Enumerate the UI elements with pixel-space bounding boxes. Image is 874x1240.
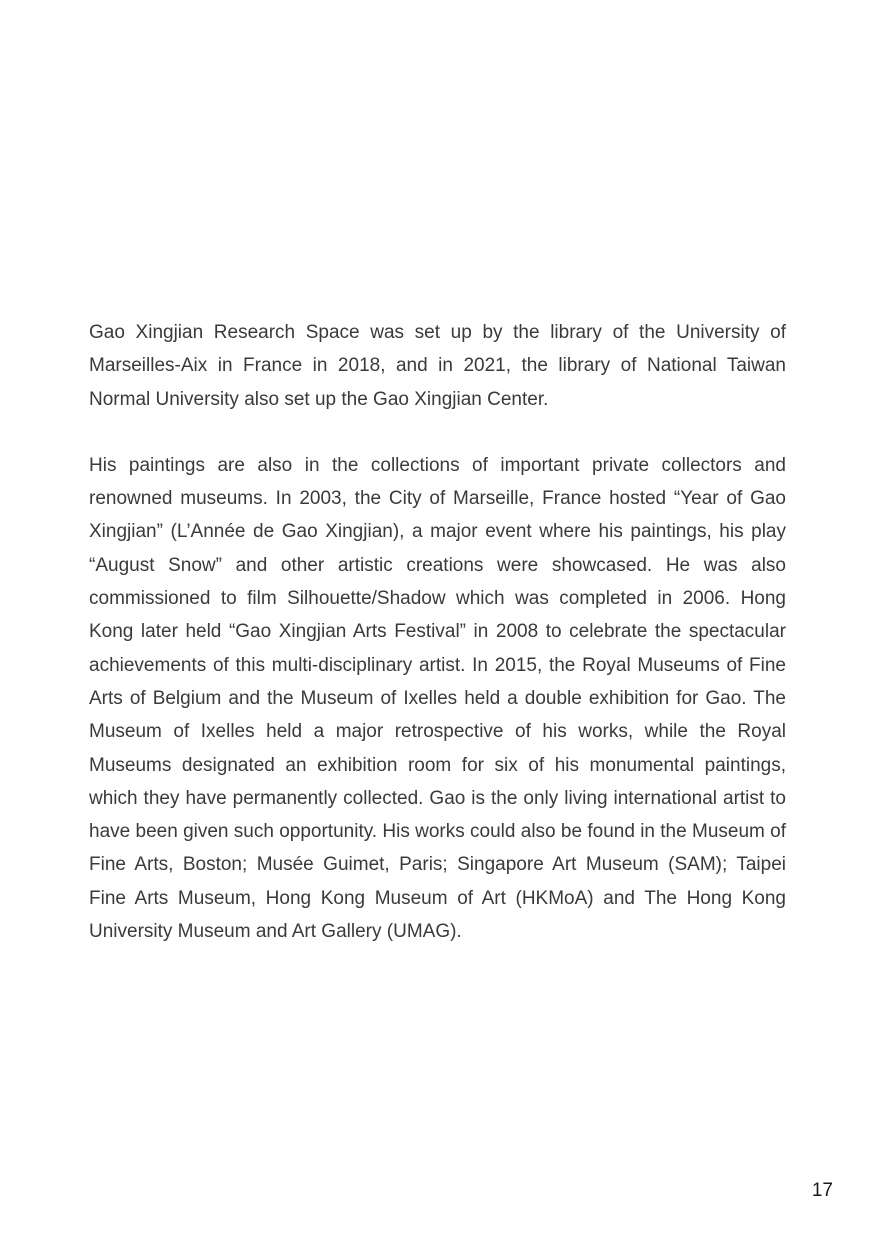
paragraph-research-space: Gao Xingjian Research Space was set up by the library of the University of Marseilles-Aix in France in 2018, and in 2021, the library of National Taiwan Normal University also set up the Gao Xingjian Center. bbox=[89, 322, 786, 410]
page-number: 17 bbox=[811, 1180, 833, 1201]
body-text bbox=[89, 316, 786, 948]
paragraph-collections: His paintings are also in the collections of important private collectors and renowned museums. In 2003, the City of Marseille, France hosted “Year of Gao Xingjian” (L’Année de Gao Xingjian), a major event where his paintings, his play “August Snow” and other artistic creations were showcased. He was also commissioned to film Silhouette/Shadow which was completed in 2006. Hong Kong later held “Gao Xingjian Arts Festival” in 2008 to celebrate the spectacular achievements of this multi-disciplinary artist. In 2015, the Royal Museums of Fine Arts of Belgium and the Museum of Ixelles held a double exhibition for Gao. The Museum of Ixelles held a major retrospective of his works, while the Royal Museums designated an exhibition room for six of his monumental paintings, which they have permanently collected. Gao is the only living international artist to have been given such opportunity. His works could also be found in the Museum of Fine Arts, Boston; Musée Guimet, Paris; Singapore Art Museum (SAM); Taipei Fine Arts Museum, Hong Kong Museum of Art (HKMoA) and The Hong Kong University Museum and Art Gallery (UMAG). bbox=[89, 454, 786, 943]
